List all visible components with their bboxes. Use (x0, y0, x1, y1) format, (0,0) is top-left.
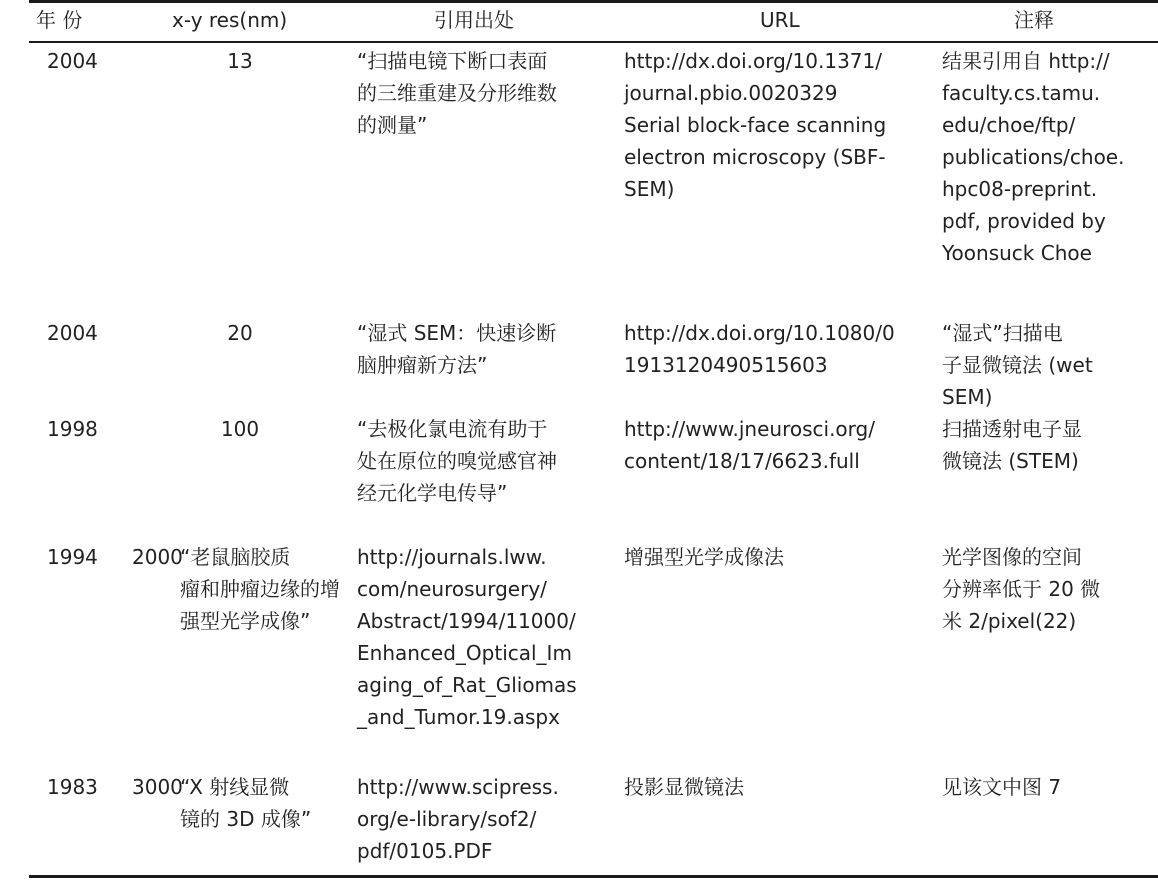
table-row-1-note: 结果引用自 http:// faculty.cs.tamu. edu/choe/ftp/ publications/choe. hpc08-preprint. pdf, provided by Yoonsuck Choe (942, 49, 1125, 265)
table-row-5-year: 1983 (47, 775, 98, 799)
header-note: 注释 (1014, 8, 1054, 32)
table-row-3-resolution: 100 (220, 417, 260, 441)
table-row-4-year: 1994 (47, 545, 98, 569)
table-row-5-resolution-citation: “X 射线显微 镜的 3D 成像” (180, 775, 312, 831)
table-row-1-url: http://dx.doi.org/10.1371/ journal.pbio.0020329 Serial block-face scanning electron microscopy (SBF- SEM) (624, 49, 887, 201)
table-row-2-note: “湿式”扫描电 子显微镜法 (wet SEM) (942, 321, 1093, 409)
table-row-1-resolution: 13 (227, 49, 253, 73)
table-row-4-url: 增强型光学成像法 (624, 545, 784, 569)
table-row-4-citation: http://journals.lww. com/neurosurgery/ Abstract/1994/11000/ Enhanced_Optical_Im aging_of_Rat_Gliomas _and_Tumor.19.aspx (357, 545, 577, 729)
table-row-1-year: 2004 (47, 49, 98, 73)
table-row-4-resolution-citation: “老鼠脑胶质 瘤和肿瘤边缘的增 强型光学成像” (180, 545, 340, 633)
table-row-3-url: http://www.jneurosci.org/ content/18/17/6623.full (624, 417, 875, 473)
table-row-5-resolution: 3000 (132, 775, 183, 799)
header-url: URL (760, 8, 800, 32)
table-row-4-resolution: 2000 (132, 545, 183, 569)
table-row-2-resolution: 20 (227, 321, 253, 345)
table-row-2-year: 2004 (47, 321, 98, 345)
table-bottom-rule (29, 875, 1158, 878)
table-row-4-note: 光学图像的空间 分辨率低于 20 微 米 2/pixel(22) (942, 545, 1101, 633)
table-row-5-url: 投影显微镜法 (624, 775, 744, 799)
header-resolution: x-y res(nm) (172, 8, 288, 32)
table-row-2-citation: “湿式 SEM：快速诊断 脑肿瘤新方法” (357, 321, 557, 377)
header-year: 年 份 (36, 8, 83, 32)
table-row-3-citation: “去极化氯电流有助于 处在原位的嗅觉感官神 经元化学电传导” (357, 417, 557, 505)
table-row-5-note: 见该文中图 7 (942, 775, 1062, 799)
table-top-rule (29, 0, 1158, 3)
table-row-5-citation: http://www.scipress. org/e-library/sof2/ pdf/0105.PDF (357, 775, 559, 863)
table-header-rule (29, 41, 1158, 43)
table-row-2-url: http://dx.doi.org/10.1080/0 1913120490515603 (624, 321, 895, 377)
table-row-3-note: 扫描透射电子显 微镜法 (STEM) (942, 417, 1082, 473)
header-citation: 引用出处 (434, 8, 514, 32)
table-row-3-year: 1998 (47, 417, 98, 441)
table-row-1-citation: “扫描电镜下断口表面 的三维重建及分形维数 的测量” (357, 49, 557, 137)
